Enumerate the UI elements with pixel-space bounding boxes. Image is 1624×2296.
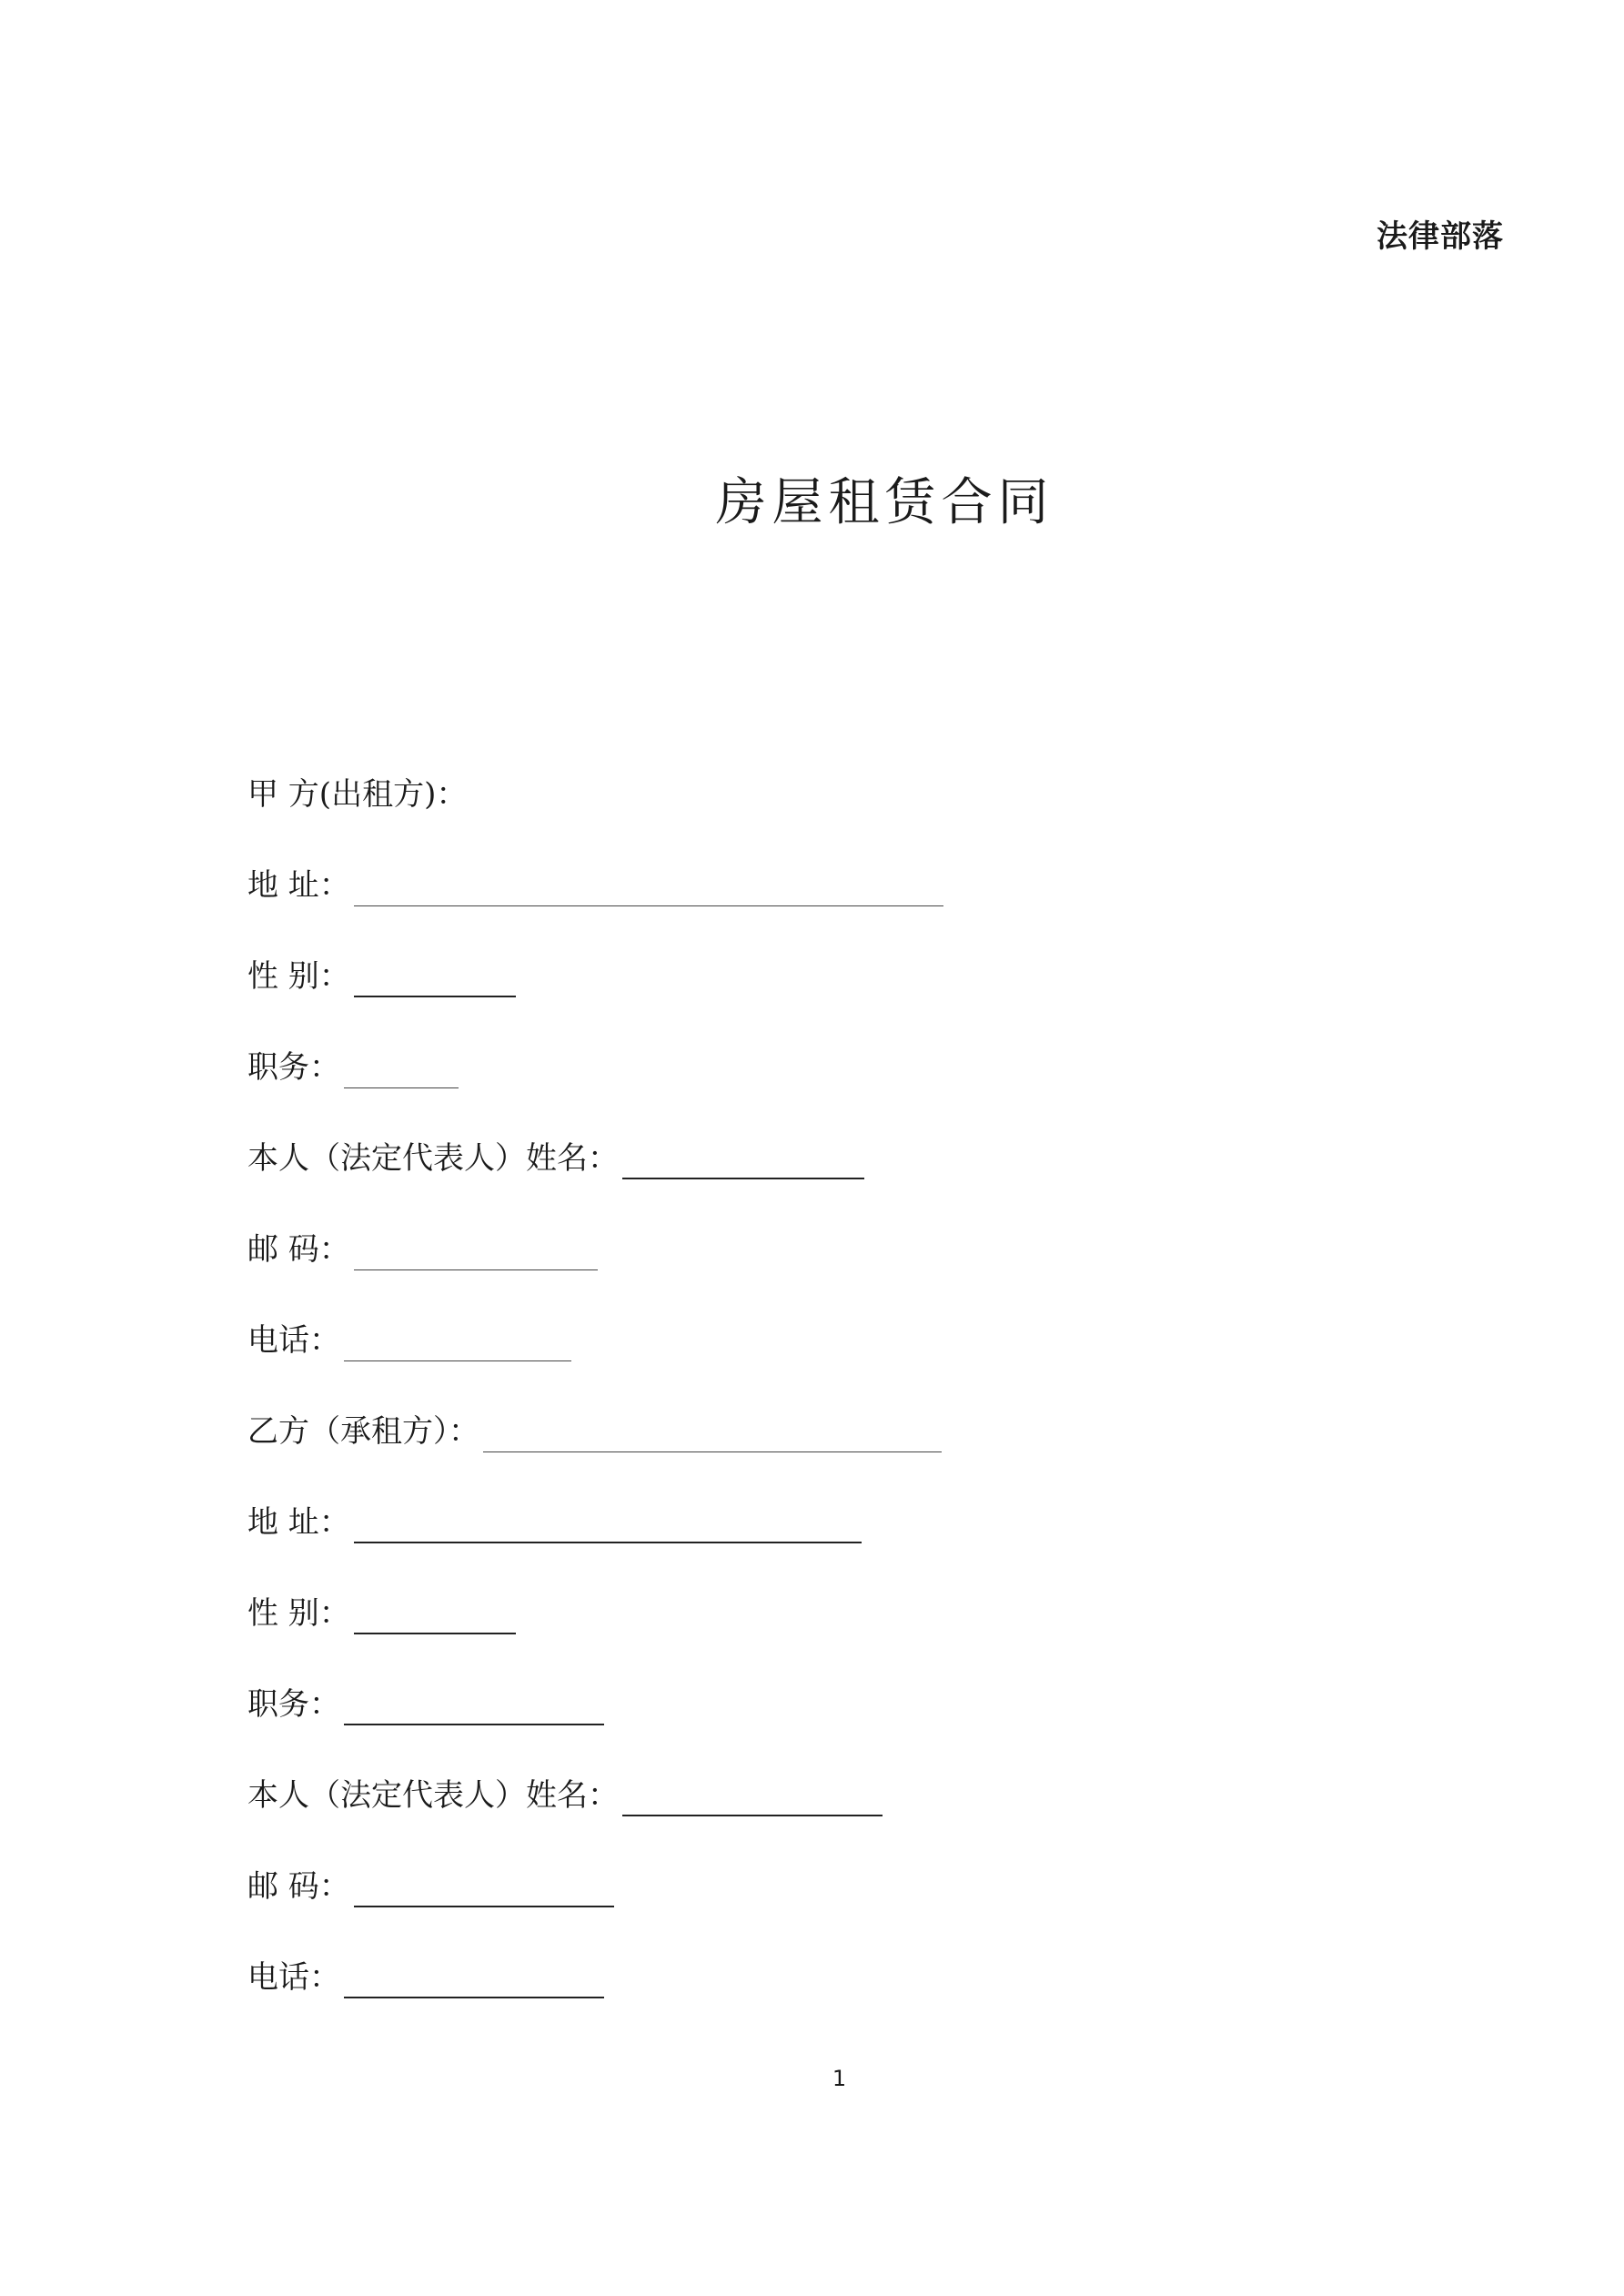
party-b-position-label: 职务： (247, 1686, 340, 1723)
header-brand: 法律部落 (1377, 218, 1504, 255)
party-b-address-blank[interactable] (354, 1509, 862, 1543)
party-b-address-label: 地 址： (247, 1504, 350, 1541)
party-b-postcode-label: 邮 码： (247, 1868, 350, 1905)
party-a-gender-blank[interactable] (354, 963, 516, 997)
party-a-postcode-label: 邮 码： (247, 1231, 350, 1268)
party-b-address-row (247, 1502, 862, 1543)
party-b-gender-label: 性 别： (247, 1595, 350, 1632)
party-b-representative-label: 本人（法定代表人）姓名： (247, 1777, 619, 1814)
party-a-address-label: 地 址： (247, 867, 350, 904)
party-a-position-label: 职务： (247, 1049, 340, 1086)
party-a-position-row (247, 1047, 459, 1088)
party-b-postcode-row (247, 1866, 614, 1907)
party-a-representative-label: 本人（法定代表人）姓名： (247, 1140, 619, 1177)
party-b-position-row (247, 1684, 604, 1725)
page-number: 1 (832, 2066, 847, 2091)
party-a-gender-row (247, 956, 516, 997)
party-b-gender-row (247, 1593, 516, 1634)
party-b-gender-blank[interactable] (354, 1600, 516, 1634)
party-a-position-blank[interactable] (344, 1055, 459, 1088)
party-b-representative-blank[interactable] (622, 1782, 883, 1816)
party-b-name-blank[interactable] (483, 1419, 942, 1452)
party-b-heading: 乙方（承租方）： (247, 1413, 479, 1450)
party-a-phone-blank[interactable] (344, 1328, 571, 1361)
party-b-representative-row (247, 1775, 883, 1816)
party-a-phone-row (247, 1320, 571, 1361)
document-title: 房屋租赁合同 (715, 473, 1054, 532)
party-b-phone-blank[interactable] (344, 1964, 604, 1998)
party-b-phone-label: 电话： (247, 1959, 340, 1996)
party-a-representative-blank[interactable] (622, 1145, 864, 1179)
party-b-phone-row (247, 1957, 604, 1998)
party-a-phone-label: 电话： (247, 1322, 340, 1359)
party-a-postcode-blank[interactable] (354, 1237, 598, 1270)
party-a-postcode-row (247, 1229, 598, 1270)
party-b-position-blank[interactable] (344, 1691, 604, 1725)
party-a-gender-label: 性 别： (247, 958, 350, 995)
party-a-heading: 甲 方(出租方)： (247, 776, 468, 813)
party-a-representative-row (247, 1138, 864, 1179)
party-a-address-blank[interactable] (354, 873, 943, 906)
party-b-postcode-blank[interactable] (354, 1873, 614, 1907)
party-b-heading-row (247, 1411, 942, 1452)
party-a-heading-row (247, 774, 467, 815)
party-a-address-row (247, 865, 943, 906)
